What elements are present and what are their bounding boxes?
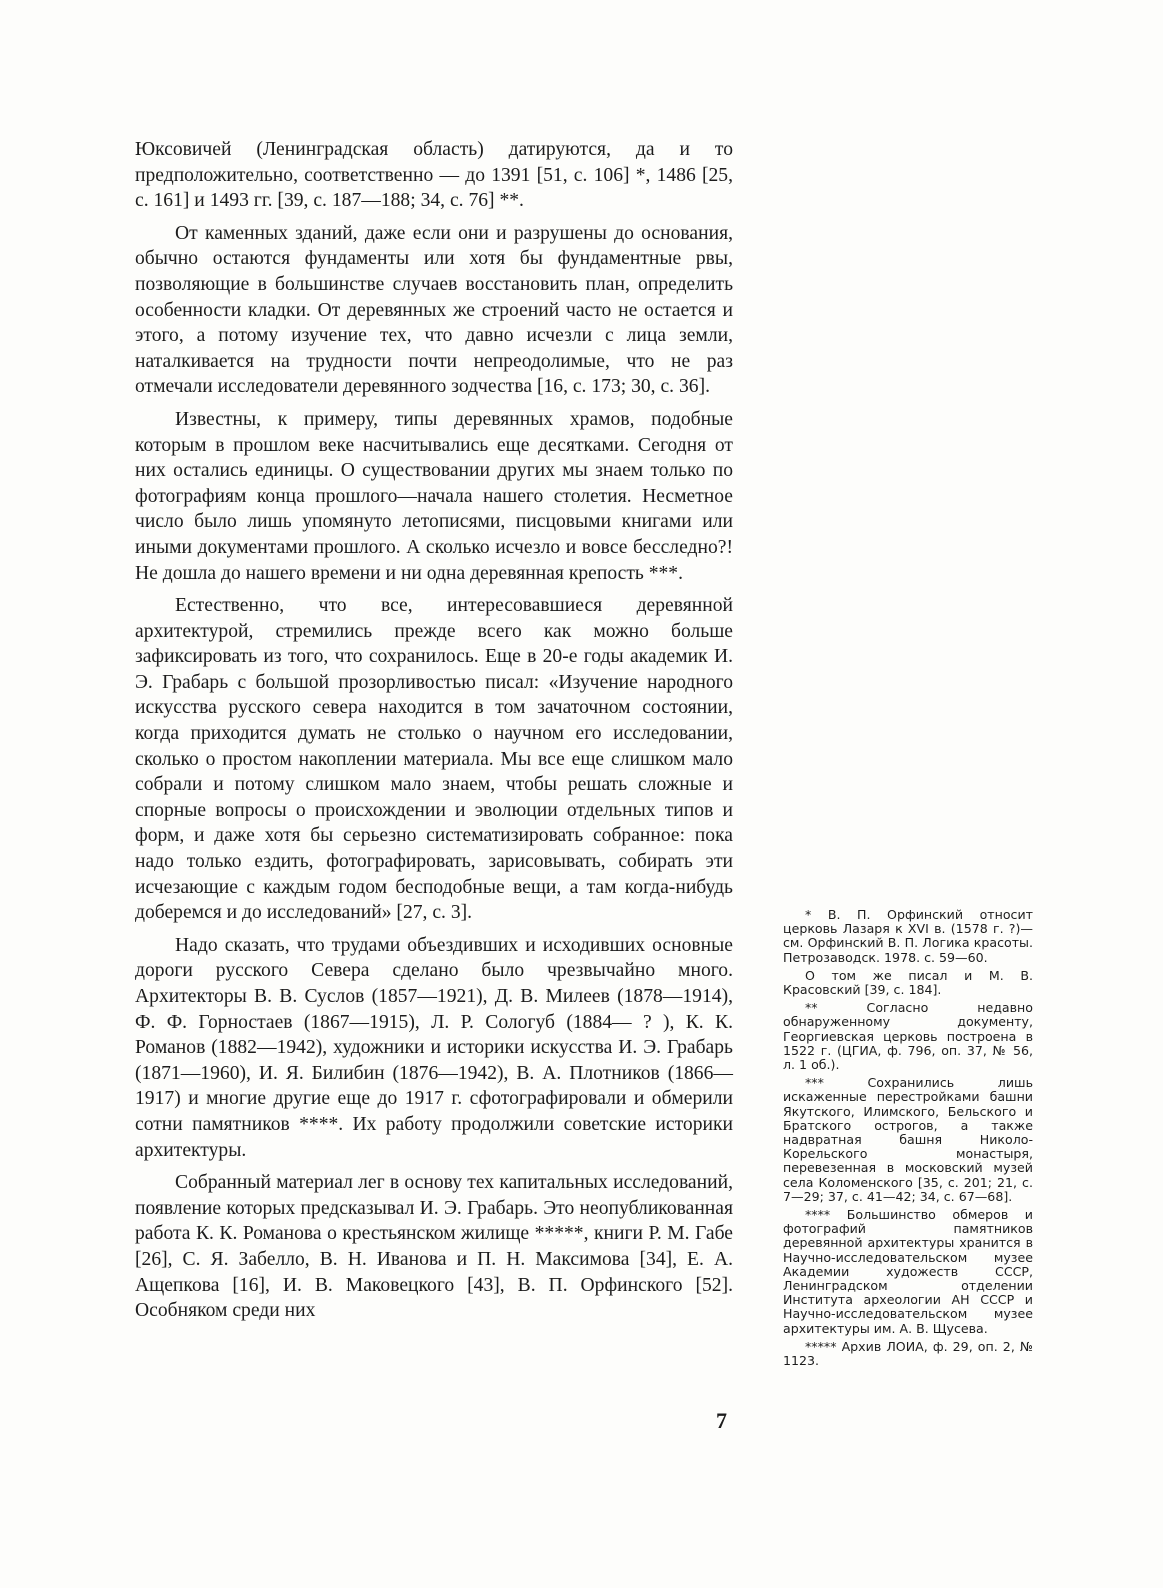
paragraph: Надо сказать, что трудами объездивших и исходивших основные дороги русского Севера сделано было чрезвычайно много. Архитекторы В. В. Суслов (1857—1921), Д. В. Милеев (1878—1914), Ф. Ф. Горностаев (1867—1915), Л. Р. Сологуб (1884— ? ), К. К. Романов (1882—1942), художники и историки искусства И. Э. Грабарь (1871—1960), И. Я. Билибин (1876—1942), В. А. Плотников (1866—1917) и многие другие еще до 1917 г. сфотографировали и обмерили сотни памятников ****. Их работу продолжили советские историки архитектуры. xyxy=(135,934,733,1161)
paragraph: Естественно, что все, интересовавшиеся деревянной архитектурой, стремились прежде всего как можно больше зафиксировать из того, что сохранилось. Еще в 20-е годы академик И. Э. Грабарь с большой прозорливостью писал: «Изучение народного искусства русского севера находится в том зачаточном состоянии, когда приходится думать не столько о научном его исследовании, сколько о простом накоплении материала. Мы все еще слишком мало собрали и потому слишком мало знаем, чтобы решать сложные и спорные вопросы о происхождении и эволюции отдельных типов и форм, и даже хотя бы серьезно систематизировать собранное: пока надо только ездить, фотографировать, зарисовывать, собирать эти исчезающие с каждым годом бесподобные вещи, а там когда-нибудь доберемся и до исследований» [27, с. 3]. xyxy=(135,595,733,924)
main-text-column xyxy=(135,137,733,1331)
footnote: * В. П. Орфинский относит церковь Лазаря к XVI в. (1578 г. ?)— см. Орфинский В. П. Логика красоты. Петрозаводск. 1978. с. 59—60. xyxy=(783,907,1033,965)
paragraph: От каменных зданий, даже если они и разрушены до основания, обычно остаются фундаменты или хотя бы фундаментные рвы, позволяющие в большинстве случаев восстановить план, определить особенности кладки. От деревянных же строений часто не остается и этого, а потому изучение тех, что давно исчезли с лица земли, наталкивается на трудности почти непреодолимые, что не раз отмечали исследователи деревянного зодчества [16, с. 173; 30, с. 36]. xyxy=(135,222,733,398)
footnote: ** Согласно недавно обнаруженному документу, Георгиевская церковь построена в 1522 г. (ЦГИА, ф. 796, оп. 37, № 56, л. 1 об.). xyxy=(783,1000,1033,1073)
paragraph: Собранный материал лег в основу тех капитальных исследований, появление которых предсказывал И. Э. Грабарь. Это неопубликованная работа К. К. Романова о крестьянском жилище *****, книги Р. М. Габе [26], С. Я. Забелло, В. Н. Иванова и П. Н. Максимова [34], Е. А. Ащепкова [16], И. В. Маковецкого [43], В. П. Орфинского [52]. Особняком среди них xyxy=(135,1172,733,1322)
paragraph: Юксовичей (Ленинградская область) датируются, да и то предположительно, соответственно — до 1391 [51, с. 106] *, 1486 [25, с. 161] и 1493 гг. [39, с. 187—188; 34, с. 76] **. xyxy=(135,139,733,212)
footnote: **** Большинство обмеров и фотографий памятников деревянной архитектуры хранится в Научно-исследовательском музее Академии художеств СССР, Ленинградском отделении Института археологии АН СССР и Научно-исследовательском музее архитектуры им. А. В. Щусева. xyxy=(783,1207,1033,1336)
page-number: 7 xyxy=(716,1408,727,1433)
footnote: О том же писал и М. В. Красовский [39, с. 184]. xyxy=(783,967,1033,998)
footnote: *** Сохранились лишь искаженные перестройками башни Якутского, Илимского, Бельского и Братского острогов, а также надвратная башня Николо-Корельского монастыря, перевезенная в московский музей села Коломенского [35, с. 201; 21, с. 7—29; 37, с. 41—42; 34, с. 67—68]. xyxy=(783,1075,1033,1204)
footnote: ***** Архив ЛОИА, ф. 29, оп. 2, № 1123. xyxy=(783,1338,1033,1369)
paragraph: Известны, к примеру, типы деревянных храмов, подобные которым в прошлом веке насчитывались еще десятками. Сегодня от них остались единицы. О существовании других мы знаем только по фотографиям конца прошлого—начала нашего столетия. Несметное число было лишь упомянуто летописями, писцовыми книгами или иными документами прошлого. А сколько исчезло и вовсе бесследно?! Не дошла до нашего времени и ни одна деревянная крепость ***. xyxy=(135,408,733,584)
footnotes-column xyxy=(783,908,1033,1372)
